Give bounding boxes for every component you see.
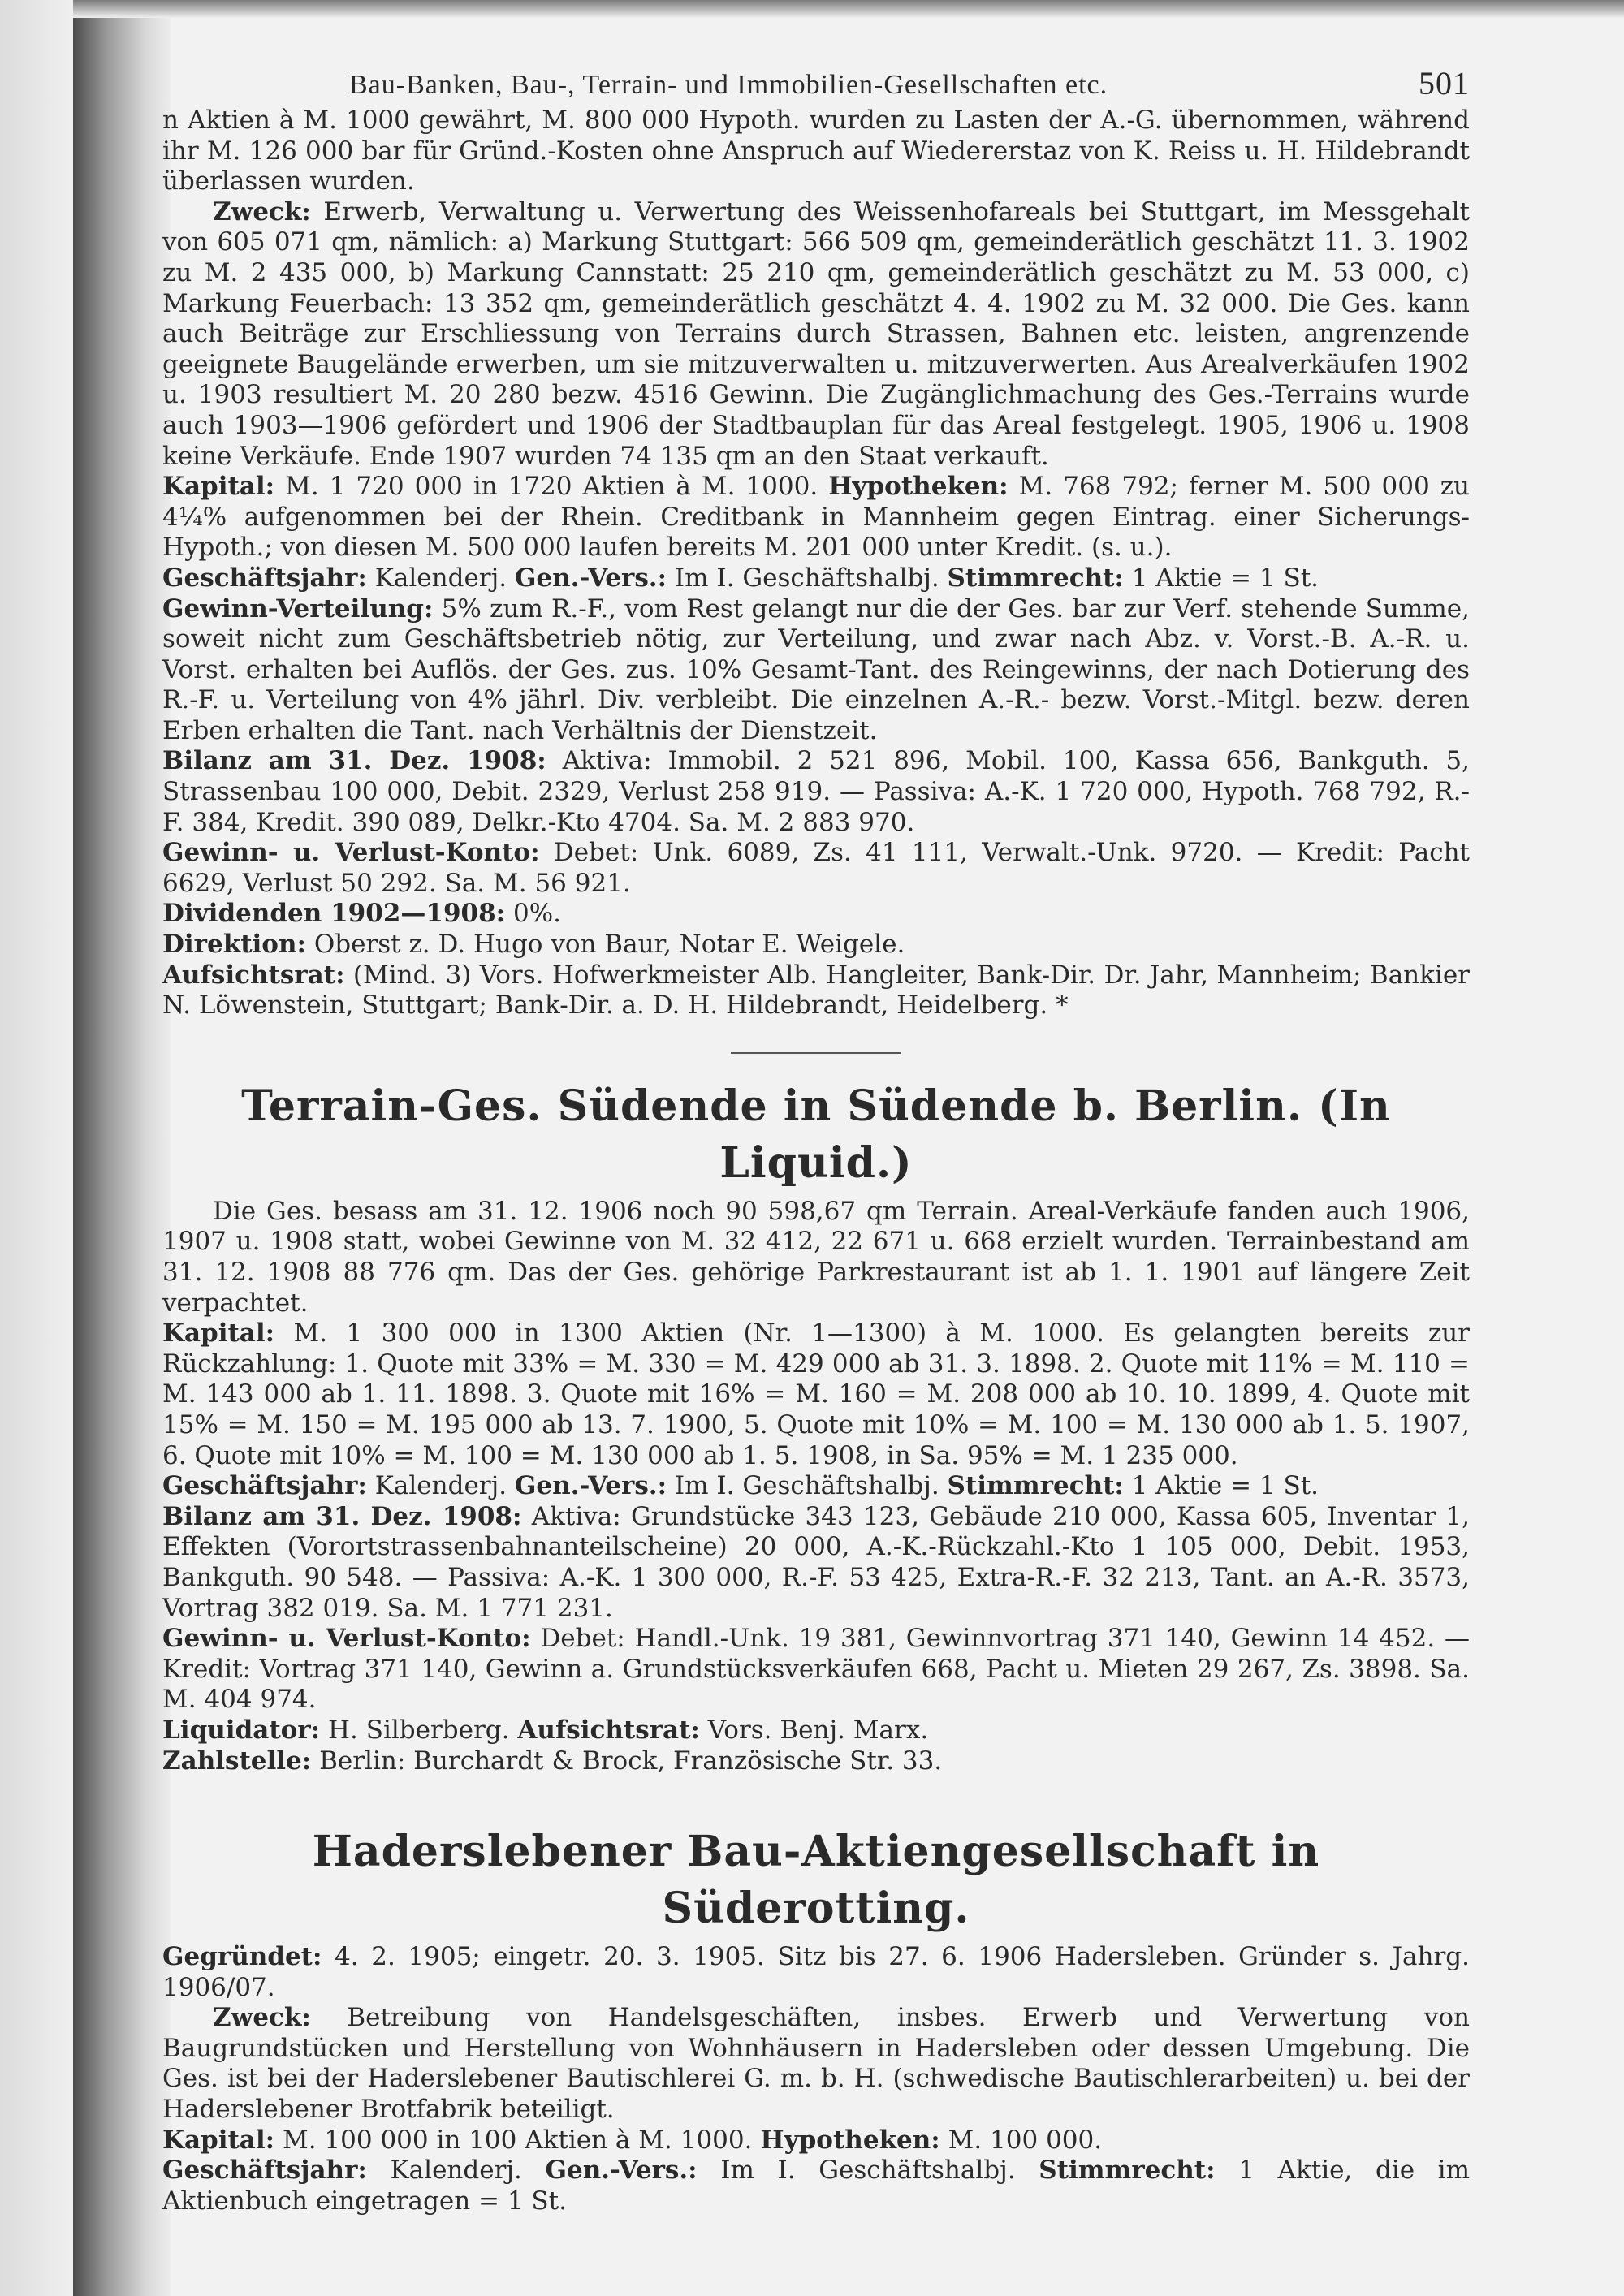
paragraph-gegruendet: Gegründet: 4. 2. 1905; eingetr. 20. 3. 1905. Sitz bis 27. 6. 1906 Hadersleben. Gründer s. Jahrg. 1906/07. bbox=[162, 1942, 1471, 2002]
entry-heading: Terrain-Ges. Südende in Südende b. Berlin. (In Liquid.) bbox=[241, 1081, 1391, 1188]
running-header bbox=[162, 57, 1470, 106]
paragraph-gewinn-verteilung: Gewinn-Verteilung: 5% zum R.-F., vom Rest gelangt nur die der Ges. bar zur Verf. stehende Summe, soweit nicht zum Geschäftsbetrieb nötig, zur Verteilung, und zwar nach Abz. v. Vorst.-B. A.-R. u. Vorst. erhalten bei Auflös. der Ges. zus. 10% Gesamt-Tant. des Reingewinns, der nach Dotierung des R.-F. u. Verteilung von 4% jährl. Div. verbleibt. Die einzelnen A.-R.- bezw. Vorst.-Mitgl. bezw. deren Erben erhalten die Tant. nach Verhältnis der Dienstzeit. bbox=[162, 593, 1470, 745]
header-title: Bau-Banken, Bau-, Terrain- und Immobilien-Gesellschaften etc. bbox=[349, 70, 1108, 100]
paragraph-bilanz: Bilanz am 31. Dez. 1908: Aktiva: Grundstücke 343 123, Gebäude 210 000, Kassa 605, Inventar 1, Effekten (Vorortstrassenbahnanteilscheine) 20 000, A.-K.-Rückzahl.-Kto 1 105 000, Debit. 1953, Bankguth. 90 548. — Passiva: A.-K. 1 300 000, R.-F. 53 425, Extra-R.-F. 32 213, Tant. an A.-R. 3573, Vortrag 382 019. Sa. M. 1 771 231. bbox=[162, 1501, 1471, 1623]
paragraph-zahlstelle: Zahlstelle: Berlin: Burchardt & Brock, Französische Str. 33. bbox=[162, 1746, 943, 1776]
page-number: 501 bbox=[1419, 65, 1470, 101]
section-divider bbox=[731, 1052, 901, 1054]
paragraph-guv: Gewinn- u. Verlust-Konto: Debet: Handl.-Unk. 19 381, Gewinnvortrag 371 140, Gewinn 14 452. — Kredit: Vortrag 371 140, Gewinn a. Grundstücksverkäufen 668, Pacht u. Mieten 29 267, Zs. 3898. Sa. M. 404 974. bbox=[162, 1624, 1471, 1715]
top-edge-shadow bbox=[73, 0, 1624, 18]
paragraph-direktion: Direktion: Oberst z. D. Hugo von Baur, Notar E. Weigele. bbox=[162, 930, 905, 960]
previous-page-edge bbox=[0, 0, 76, 2296]
paragraph-aufsichtsrat: Aufsichtsrat: (Mind. 3) Vors. Hofwerkmeister Alb. Hangleiter, Bank-Dir. Dr. Jahr, Mannheim; Bankier N. Löwenstein, Stuttgart; Bank-Dir. a. D. H. Hildebrandt, Heidelberg. * bbox=[162, 960, 1470, 1021]
paragraph-geschaeftsjahr: Geschäftsjahr: Kalenderj. Gen.-Vers.: Im I. Geschäftshalbj. Stimmrecht: 1 Aktie, die im Aktienbuch eingetragen = 1 St. bbox=[162, 2156, 1470, 2216]
paragraph-zweck: Zweck: Betreibung von Handelsgeschäften, insbes. Erwerb und Verwertung von Baugrundstücken und Herstellung von Wohnhäusern in Hadersleben oder dessen Umgebung. Die Ges. ist bei der Haderslebener Bautischlerei G. m. b. H. (schwedische Bautischlerarbeiten) u. bei der Haderslebener Brotfabrik beteiligt. bbox=[162, 2003, 1470, 2125]
paragraph-kapital: Kapital: M. 1 300 000 in 1300 Aktien (Nr. 1—1300) à M. 1000. Es gelangten bereits zur Rückzahlung: 1. Quote mit 33% = M. 330 = M. 429 000 ab 31. 3. 1898. 2. Quote mit 11% = M. 110 = M. 143 000 ab 1. 11. 1898. 3. Quote mit 16% = M. 160 = M. 208 000 ab 10. 10. 1899, 4. Quote mit 15% = M. 150 = M. 195 000 ab 13. 7. 1900, 5. Quote mit 10% = M. 100 = M. 130 000 ab 1. 5. 1907, 6. Quote mit 10% = M. 100 = M. 130 000 ab 1. 5. 1908, in Sa. 95% = M. 1 235 000. bbox=[162, 1318, 1470, 1470]
paragraph: Die Ges. besass am 31. 12. 1906 noch 90 598,67 qm Terrain. Areal-Verkäufe fanden auch 1906, 1907 u. 1908 statt, wobei Gewinne von M. 32 412, 22 671 u. 668 erzielt wurden. Terrainbestand am 31. 12. 1908 88 776 qm. Das der Ges. gehörige Parkrestaurant ist ab 1. 1. 1901 auf längere Zeit verpachtet. bbox=[162, 1196, 1470, 1318]
paragraph-dividenden: Dividenden 1902—1908: 0%. bbox=[162, 899, 562, 929]
paragraph-kapital: Kapital: M. 100 000 in 100 Aktien à M. 1000. Hypotheken: M. 100 000. bbox=[162, 2125, 1103, 2155]
paragraph-geschaeftsjahr: Geschäftsjahr: Kalenderj. Gen.-Vers.: Im I. Geschäftshalbj. Stimmrecht: 1 Aktie = 1 St. bbox=[162, 1471, 1320, 1501]
paragraph-zweck: Zweck: Erwerb, Verwaltung u. Verwertung des Weissenhofareals bei Stuttgart, im Messgehalt von 605 071 qm, nämlich: a) Markung Stuttgart: 566 509 qm, gemeinderätlich geschätzt 11. 3. 1902 zu M. 2 435 000, b) Markung Cannstatt: 25 210 qm, gemeinderätlich geschätzt zu M. 53 000, c) Markung Feuerbach: 13 352 qm, gemeinderätlich geschätzt 4. 4. 1902 zu M. 32 000. Die Ges. kann auch Beiträge zur Erschliessung von Terrains durch Strassen, Bahnen etc. leisten, angrenzende geeignete Baugelände erwerben, um sie mitzuverwalten u. mitzuverwerten. Aus Arealverkäufen 1902 u. 1903 resultiert M. 20 280 bezw. 4516 Gewinn. Die Zugänglichmachung des Ges.-Terrains wurde auch 1903—1906 gefördert und 1906 der Stadtbauplan für das Areal festgelegt. 1905, 1906 u. 1908 keine Verkäufe. Ende 1907 wurden 74 135 qm an den Staat verkauft. bbox=[162, 196, 1470, 471]
book-fold-shadow bbox=[73, 0, 171, 2296]
paragraph-geschaeftsjahr: Geschäftsjahr: Kalenderj. Gen.-Vers.: Im I. Geschäftshalbj. Stimmrecht: 1 Aktie = 1 St. bbox=[162, 563, 1320, 593]
entry-heading: Haderslebener Bau-Aktiengesellschaft in Süderotting. bbox=[312, 1827, 1320, 1934]
entry-weissenhof bbox=[162, 106, 1470, 1021]
paragraph-kapital: Kapital: M. 1 720 000 in 1720 Aktien à M. 1000. Hypotheken: M. 768 792; ferner M. 500 000 zu 4¼% aufgenommen bei der Rhein. Creditbank in Mannheim gegen Eintrag. einer Sicherungs-Hypoth.; von diesen M. 500 000 laufen bereits M. 201 000 unter Kredit. (s. u.). bbox=[162, 472, 1470, 563]
paragraph-bilanz: Bilanz am 31. Dez. 1908: Aktiva: Immobil. 2 521 896, Mobil. 100, Kassa 656, Bankguth. 5, Strassenbau 100 000, Debit. 2329, Verlust 258 919. — Passiva: A.-K. 1 720 000, Hypoth. 768 792, R.-F. 384, Kredit. 390 089, Delkr.-Kto 4704. Sa. M. 2 883 970. bbox=[162, 746, 1471, 837]
document-page bbox=[162, 57, 1470, 2216]
entry-suedende bbox=[162, 1078, 1470, 1776]
paragraph-liquidator: Liquidator: H. Silberberg. Aufsichtsrat: Vors. Benj. Marx. bbox=[162, 1715, 929, 1745]
paragraph: n Aktien à M. 1000 gewährt, M. 800 000 Hypoth. wurden zu Lasten der A.-G. übernommen, während ihr M. 126 000 bar für Gründ.-Kosten ohne Anspruch auf Wiedererstaz von K. Reiss u. H. Hildebrandt überlassen wurden. bbox=[162, 106, 1470, 196]
paragraph-guv: Gewinn- u. Verlust-Konto: Debet: Unk. 6089, Zs. 41 111, Verwalt.-Unk. 9720. — Kredit: Pacht 6629, Verlust 50 292. Sa. M. 56 921. bbox=[162, 838, 1471, 898]
entry-hadersleben bbox=[162, 1823, 1470, 2216]
